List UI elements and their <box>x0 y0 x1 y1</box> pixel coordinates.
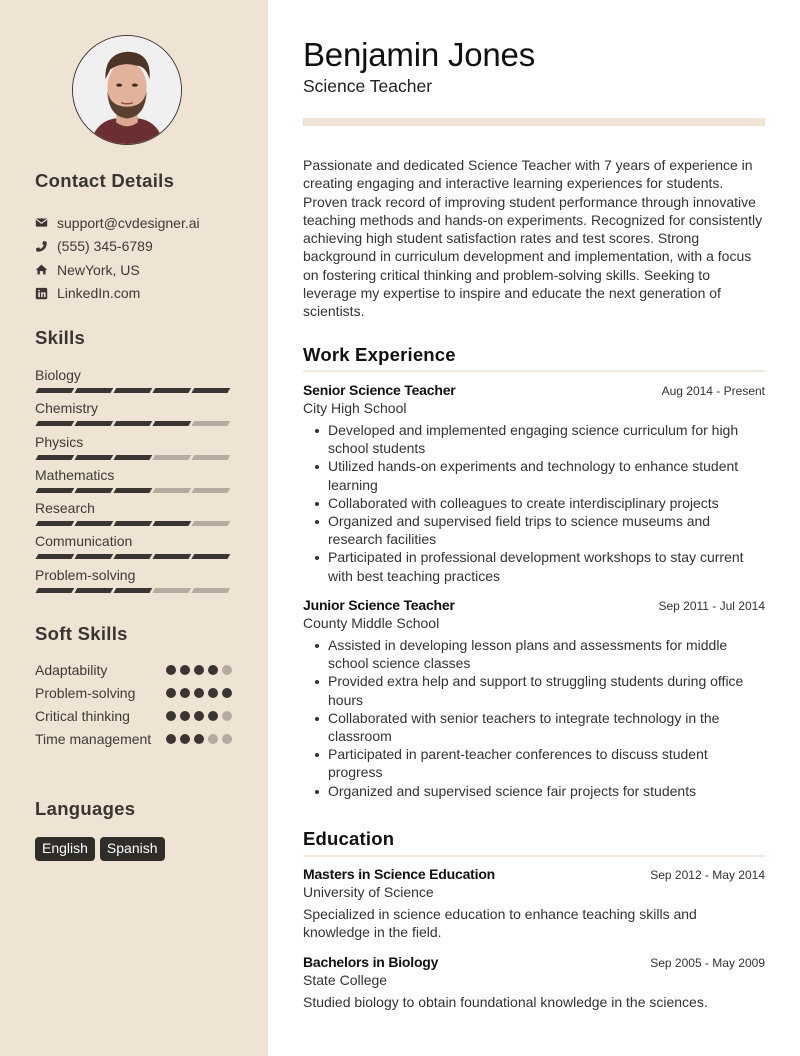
bullet-item: Participated in professional development workshops to stay current with best teaching practices <box>313 548 765 584</box>
bullet-item: Organized and supervised science fair projects for students <box>313 782 765 800</box>
linkedin-text: LinkedIn.com <box>57 285 141 302</box>
skill-item <box>35 399 235 432</box>
rating-dot-filled <box>208 665 218 675</box>
degree: Bachelors in Biology <box>303 954 439 970</box>
soft-skill-name: Time management <box>35 731 152 747</box>
rating-dot-filled <box>194 688 204 698</box>
sidebar <box>0 0 268 1056</box>
skill-name: Physics <box>35 433 84 450</box>
level-segment-filled <box>75 554 114 559</box>
home-icon <box>35 263 48 276</box>
level-segment-filled <box>114 588 153 593</box>
phone-icon <box>35 240 48 253</box>
soft-skill-name: Critical thinking <box>35 708 130 724</box>
rating-dot-filled <box>180 688 190 698</box>
level-segment-filled <box>75 588 114 593</box>
rating-dot-filled <box>180 665 190 675</box>
school: State College <box>303 972 388 988</box>
skill-name: Problem-solving <box>35 566 136 583</box>
level-segment-filled <box>114 521 153 526</box>
education-date: Sep 2012 - May 2014 <box>650 868 765 882</box>
header-divider <box>303 118 765 126</box>
job-date: Aug 2014 - Present <box>661 384 765 398</box>
location-text: NewYork, US <box>57 261 140 278</box>
job-role: Junior Science Teacher <box>303 597 455 613</box>
bullet-item: Utilized hands-on experiments and technology to enhance student learning <box>313 457 765 493</box>
job-date: Sep 2011 - Jul 2014 <box>658 599 765 613</box>
rating-dot-empty <box>222 734 232 744</box>
soft-skill-item <box>35 684 235 702</box>
work-divider <box>303 370 765 372</box>
level-segment-filled <box>153 421 192 426</box>
education-heading: Education <box>303 828 395 849</box>
level-segment-filled <box>192 388 231 393</box>
skill-level-bar <box>35 421 235 426</box>
degree: Masters in Science Education <box>303 866 496 882</box>
languages-heading: Languages <box>35 798 136 819</box>
level-segment-filled <box>36 388 75 393</box>
level-segment-filled <box>36 421 75 426</box>
skill-level-bar <box>35 554 235 559</box>
level-segment-filled <box>153 521 192 526</box>
rating-dot-empty <box>208 734 218 744</box>
skill-name: Mathematics <box>35 466 115 483</box>
level-segment-empty <box>192 421 231 426</box>
rating-dot-filled <box>222 688 232 698</box>
job-bullets <box>303 421 765 585</box>
level-segment-empty <box>153 455 192 460</box>
work-entry <box>303 382 765 585</box>
phone-text: (555) 345-6789 <box>57 238 153 255</box>
soft-skill-rating <box>166 665 232 675</box>
level-segment-filled <box>75 388 114 393</box>
bullet-item: Developed and implemented engaging science curriculum for high school students <box>313 421 765 457</box>
soft-skill-item <box>35 707 235 725</box>
avatar-icon <box>73 36 181 144</box>
level-segment-filled <box>75 488 114 493</box>
education-entry <box>303 866 765 942</box>
bullet-item: Assisted in developing lesson plans and assessments for middle school science classes <box>313 636 765 672</box>
level-segment-filled <box>153 554 192 559</box>
job-org: City High School <box>303 400 407 416</box>
level-segment-filled <box>75 455 114 460</box>
skill-item <box>35 499 235 532</box>
skill-name: Chemistry <box>35 400 99 417</box>
soft-skills-heading: Soft Skills <box>35 623 128 644</box>
level-segment-filled <box>114 488 153 493</box>
rating-dot-empty <box>222 665 232 675</box>
level-segment-filled <box>75 521 114 526</box>
level-segment-filled <box>36 488 75 493</box>
level-segment-filled <box>192 554 231 559</box>
level-segment-filled <box>36 455 75 460</box>
bullet-item: Collaborated with senior teachers to integrate technology in the classroom <box>313 709 765 745</box>
education-description: Studied biology to obtain foundational knowledge in the sciences. <box>303 994 708 1010</box>
skill-level-bar <box>35 455 235 460</box>
bullet-item: Provided extra help and support to struggling students during office hours <box>313 672 765 708</box>
soft-skill-item <box>35 730 235 748</box>
rating-dot-filled <box>166 665 176 675</box>
bullet-item: Organized and supervised field trips to science museums and research facilities <box>313 512 765 548</box>
skill-item <box>35 433 235 466</box>
skills-heading: Skills <box>35 327 86 348</box>
level-segment-filled <box>114 554 153 559</box>
soft-skill-name: Problem-solving <box>35 685 136 701</box>
job-org: County Middle School <box>303 615 440 631</box>
envelope-icon <box>35 216 48 229</box>
skill-level-bar <box>35 388 235 393</box>
rating-dot-filled <box>180 734 190 744</box>
education-entry <box>303 954 765 1011</box>
level-segment-filled <box>36 521 75 526</box>
school: University of Science <box>303 884 434 900</box>
level-segment-filled <box>114 455 153 460</box>
bullet-item: Participated in parent-teacher conferences to discuss student progress <box>313 745 765 781</box>
level-segment-filled <box>114 421 153 426</box>
rating-dot-filled <box>180 711 190 721</box>
level-segment-filled <box>36 588 75 593</box>
skill-level-bar <box>35 521 235 526</box>
level-segment-empty <box>153 488 192 493</box>
skill-item <box>35 532 235 565</box>
soft-skills-list <box>35 661 235 753</box>
job-bullets <box>303 636 765 800</box>
profile-photo <box>72 35 182 145</box>
education-date: Sep 2005 - May 2009 <box>650 956 765 970</box>
work-heading: Work Experience <box>303 344 456 365</box>
skills-list <box>35 366 235 599</box>
skill-item <box>35 366 235 399</box>
rating-dot-filled <box>208 688 218 698</box>
rating-dot-filled <box>208 711 218 721</box>
rating-dot-filled <box>194 734 204 744</box>
linkedin-icon <box>35 287 48 300</box>
soft-skill-rating <box>166 688 232 698</box>
rating-dot-filled <box>194 665 204 675</box>
contact-linkedin[interactable] <box>35 282 200 306</box>
profile-summary: Passionate and dedicated Science Teacher with 7 years of experience in creating engaging and interactive learning experiences for students. Proven track record of improving student performance through innovative teaching methods and hands-on experiments. Recognized for consistently achieving high student satisfaction rates and test scores. Strong background in curriculum development and implementation, with a focus on fostering critical thinking and problem-solving skills. Seeking to leverage my expertise to inspire and educate the next generation of scientists. <box>303 157 763 320</box>
level-segment-empty <box>192 488 231 493</box>
bullet-item: Collaborated with colleagues to create interdisciplinary projects <box>313 494 765 512</box>
contact-list <box>35 211 200 305</box>
level-segment-empty <box>192 588 231 593</box>
rating-dot-filled <box>166 688 176 698</box>
skill-name: Biology <box>35 367 81 383</box>
rating-dot-filled <box>194 711 204 721</box>
rating-dot-filled <box>166 711 176 721</box>
languages-list <box>35 837 165 861</box>
candidate-name: Benjamin Jones <box>303 36 536 73</box>
level-segment-empty <box>192 521 231 526</box>
skill-name: Communication <box>35 533 133 550</box>
language-tag: Spanish <box>100 837 165 861</box>
work-entry <box>303 597 765 800</box>
level-segment-filled <box>36 554 75 559</box>
rating-dot-empty <box>222 711 232 721</box>
soft-skill-item <box>35 661 235 679</box>
rating-dot-filled <box>166 734 176 744</box>
language-tag: English <box>35 837 95 861</box>
contact-email[interactable] <box>35 211 200 235</box>
level-segment-filled <box>153 388 192 393</box>
skill-level-bar <box>35 588 235 593</box>
contact-phone[interactable] <box>35 235 200 259</box>
skill-item <box>35 566 235 599</box>
level-segment-filled <box>75 421 114 426</box>
skill-name: Research <box>35 500 95 517</box>
job-role: Senior Science Teacher <box>303 382 456 398</box>
level-segment-empty <box>192 455 231 460</box>
contact-heading: Contact Details <box>35 170 175 191</box>
level-segment-empty <box>153 588 192 593</box>
email-text: support@cvdesigner.ai <box>57 214 200 231</box>
job-title: Science Teacher <box>303 76 433 96</box>
education-description: Specialized in science education to enhance teaching skills and knowledge in the field. <box>303 906 697 941</box>
contact-location <box>35 258 200 282</box>
soft-skill-rating <box>166 734 232 744</box>
education-divider <box>303 855 765 857</box>
level-segment-filled <box>114 388 153 393</box>
skill-level-bar <box>35 488 235 493</box>
soft-skill-name: Adaptability <box>35 662 108 678</box>
skill-item <box>35 466 235 499</box>
soft-skill-rating <box>166 711 232 721</box>
